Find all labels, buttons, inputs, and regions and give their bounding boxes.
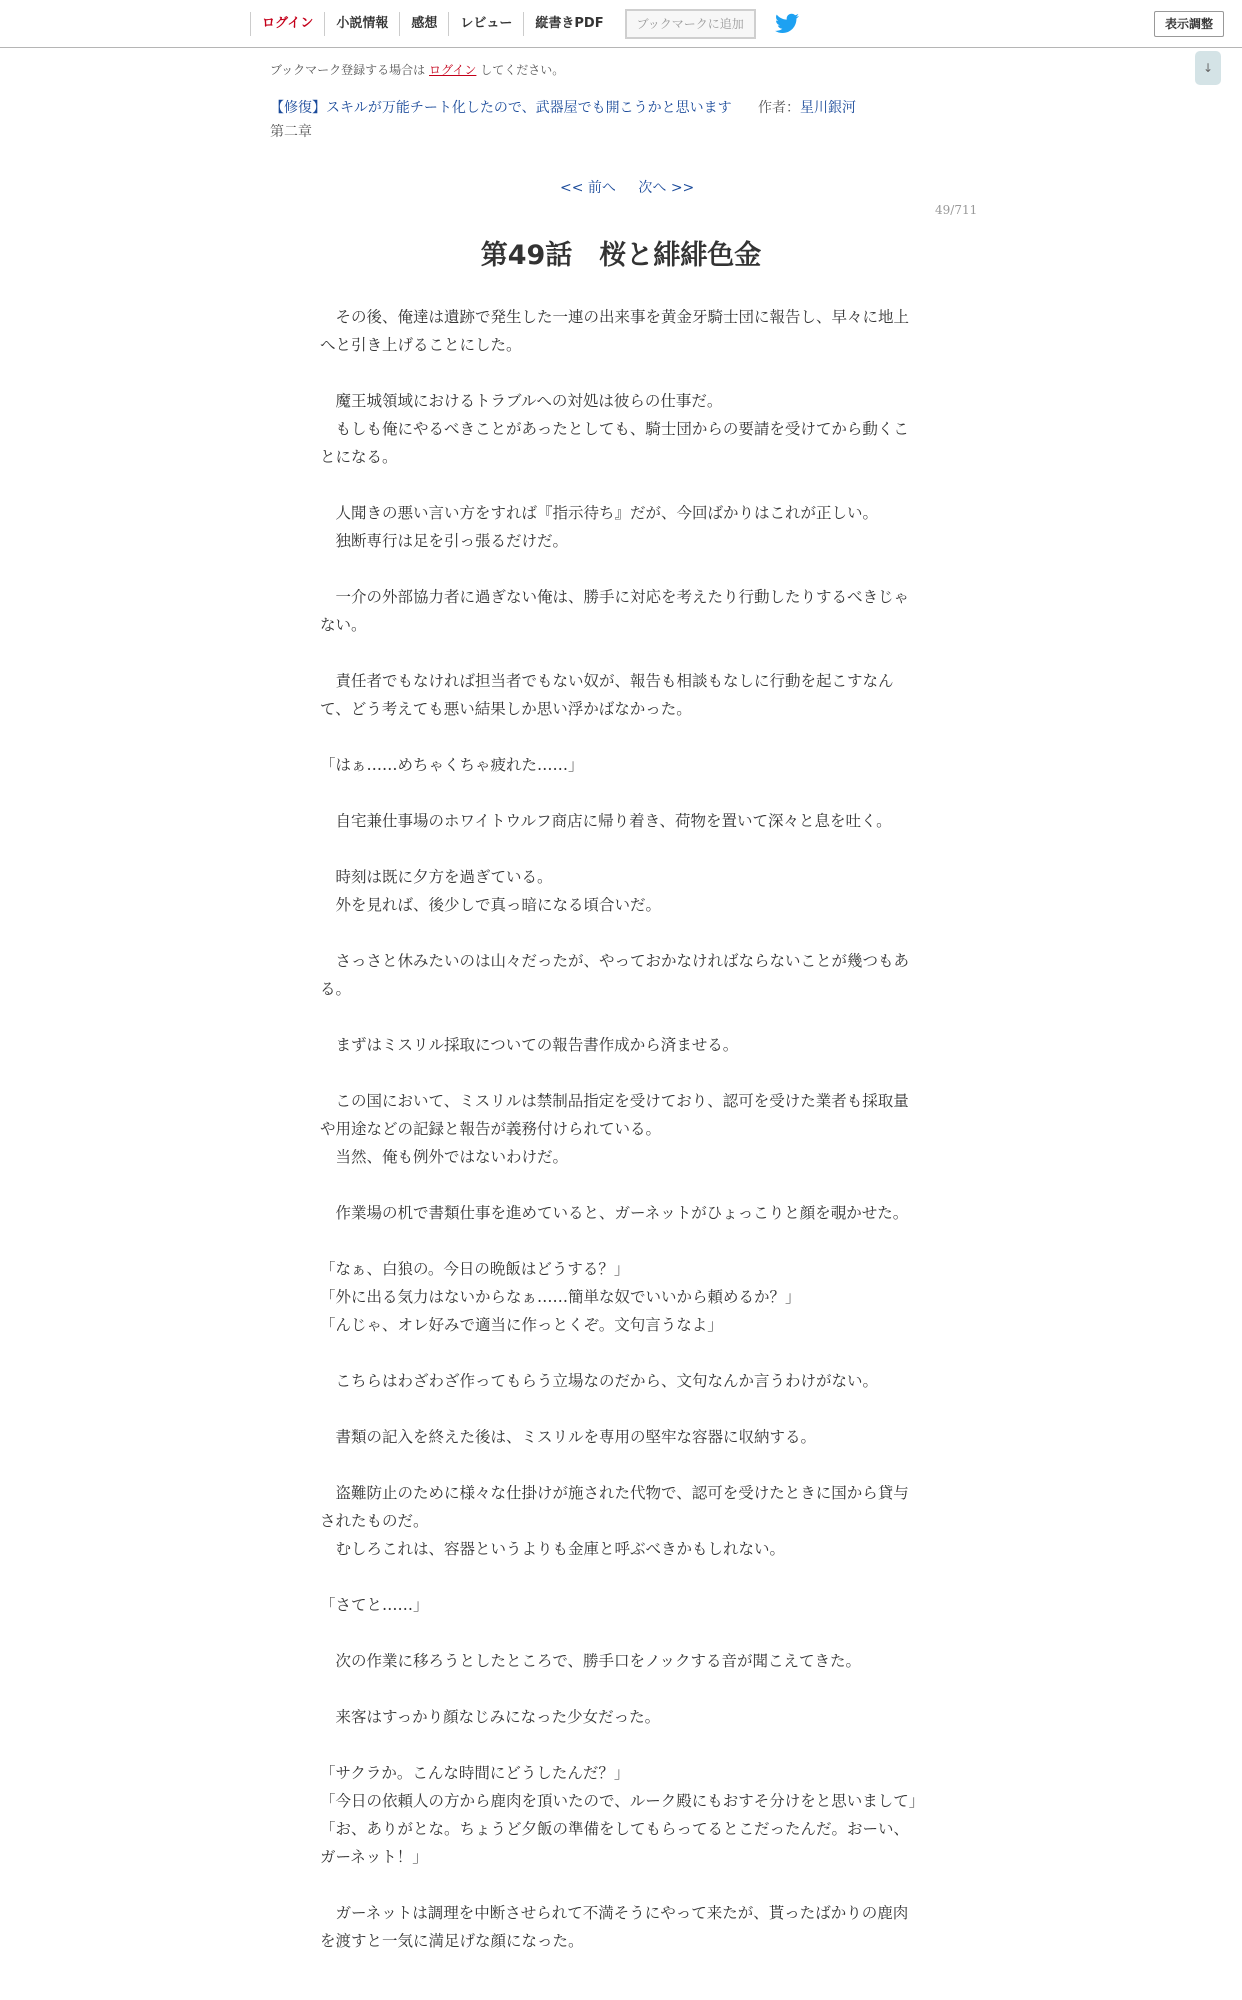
- body-paragraph: 作業場の机で書類仕事を進めていると、ガーネットがひょっこりと顔を覗かせた。: [320, 1204, 909, 1222]
- body-paragraph: 独断専行は足を引っ張るだけだ。: [320, 532, 569, 550]
- chapter-title: 第二章: [270, 124, 312, 140]
- blank-line: [320, 919, 920, 947]
- nav-vertical-pdf[interactable]: 縦書きPDF: [523, 12, 614, 36]
- blank-line: [320, 1171, 920, 1199]
- top-navigation-bar: [0, 0, 1242, 48]
- blank-line: [320, 835, 920, 863]
- notice-login-link[interactable]: ログイン: [429, 63, 477, 77]
- header-nav: [250, 0, 800, 47]
- blank-line: [320, 1619, 920, 1647]
- body-paragraph: 盗難防止のために様々な仕掛けが施された代物で、認可を受けたときに国から貸与されたものだ。: [320, 1484, 909, 1530]
- nav-review[interactable]: レビュー: [448, 12, 523, 36]
- novel-title-line: [270, 97, 856, 117]
- body-paragraph: むしろこれは、容器というよりも金庫と呼ぶべきかもしれない。: [320, 1540, 786, 1558]
- add-bookmark-button[interactable]: ブックマークに追加: [625, 9, 756, 39]
- episode-pager: [560, 177, 694, 197]
- notice-prefix: ブックマーク登録する場合は: [270, 63, 426, 77]
- author-link[interactable]: 星川銀河: [800, 100, 857, 116]
- body-paragraph: 自宅兼仕事場のホワイトウルフ商店に帰り着き、荷物を置いて深々と息を吐く。: [320, 812, 892, 830]
- blank-line: [320, 359, 920, 387]
- blank-line: [320, 1871, 920, 1899]
- next-episode-link[interactable]: 次へ >>: [638, 180, 695, 196]
- body-paragraph: もしも俺にやるべきことがあったとしても、騎士団からの要請を受けてから動くことになる。: [320, 420, 909, 466]
- blank-line: [320, 1563, 920, 1591]
- novel-title-link[interactable]: 【修復】スキルが万能チート化したので、武器屋でも開こうかと思います: [270, 100, 732, 116]
- notice-suffix: してください。: [480, 63, 565, 77]
- blank-line: [320, 1003, 920, 1031]
- blank-line: [320, 471, 920, 499]
- body-paragraph: この国において、ミスリルは禁制品指定を受けており、認可を受けた業者も採取量や用途などの記録と報告が義務付けられている。: [320, 1092, 909, 1138]
- body-paragraph: 次の作業に移ろうとしたところで、勝手口をノックする音が聞こえてきた。: [320, 1652, 861, 1670]
- episode-title: 第49話 桜と緋緋色金: [480, 240, 762, 271]
- blank-line: [320, 1395, 920, 1423]
- body-paragraph: 書類の記入を終えた後は、ミスリルを専用の堅牢な容器に収納する。: [320, 1428, 817, 1446]
- body-paragraph: 時刻は既に夕方を過ぎている。: [320, 868, 553, 886]
- blank-line: [320, 723, 920, 751]
- body-paragraph: 「今日の依頼人の方から鹿肉を頂いたので、ルーク殿にもおすそ分けをと思いまして」: [320, 1792, 925, 1810]
- body-paragraph: 「外に出る気力はないからなぁ……簡単な奴でいいから頼めるか？」: [320, 1288, 801, 1306]
- blank-line: [320, 1675, 920, 1703]
- display-settings-button[interactable]: 表示調整: [1154, 11, 1224, 37]
- body-paragraph: さっさと休みたいのは山々だったが、やっておかなければならないことが幾つもある。: [320, 952, 910, 998]
- scroll-down-button[interactable]: ↓: [1195, 51, 1221, 85]
- episode-body: [320, 303, 925, 1955]
- body-paragraph: 「サクラか。こんな時間にどうしたんだ？」: [320, 1764, 630, 1782]
- body-paragraph: 一介の外部協力者に過ぎない俺は、勝手に対応を考えたり行動したりするべきじゃない。: [320, 588, 910, 634]
- blank-line: [320, 1059, 920, 1087]
- body-paragraph: まずはミスリル採取についての報告書作成から済ませる。: [320, 1036, 739, 1054]
- body-paragraph: 責任者でもなければ担当者でもない奴が、報告も相談もなしに行動を起こすなんて、どう考えても悪い結果しか思い浮かばなかった。: [320, 672, 894, 718]
- bookmark-notice: [270, 61, 564, 78]
- nav-novel-info[interactable]: 小説情報: [324, 12, 399, 36]
- blank-line: [320, 1451, 920, 1479]
- blank-line: [320, 1227, 920, 1255]
- nav-login[interactable]: ログイン: [250, 12, 324, 36]
- episode-counter: 49/711: [935, 203, 978, 217]
- body-paragraph: その後、俺達は遺跡で発生した一連の出来事を黄金牙騎士団に報告し、早々に地上へと引き上げることにした。: [320, 308, 910, 354]
- author-label: 作者：: [758, 100, 801, 116]
- blank-line: [320, 1339, 920, 1367]
- body-paragraph: 「なぁ、白狼の。今日の晩飯はどうする？」: [320, 1260, 630, 1278]
- body-paragraph: 来客はすっかり顔なじみになった少女だった。: [320, 1708, 661, 1726]
- blank-line: [320, 555, 920, 583]
- blank-line: [320, 1731, 920, 1759]
- body-paragraph: 当然、俺も例外ではないわけだ。: [320, 1148, 569, 1166]
- nav-impressions[interactable]: 感想: [399, 12, 448, 36]
- blank-line: [320, 779, 920, 807]
- body-paragraph: 「さてと……」: [320, 1596, 429, 1614]
- body-paragraph: こちらはわざわざ作ってもらう立場なのだから、文句なんか言うわけがない。: [320, 1372, 879, 1390]
- body-paragraph: 外を見れば、後少しで真っ暗になる頃合いだ。: [320, 896, 662, 914]
- body-paragraph: 「はぁ……めちゃくちゃ疲れた……」: [320, 756, 584, 774]
- body-paragraph: 魔王城領域におけるトラブルへの対処は彼らの仕事だ。: [320, 392, 723, 410]
- body-paragraph: ガーネットは調理を中断させられて不満そうにやって来たが、貰ったばかりの鹿肉を渡すと一気に満足げな顔になった。: [320, 1904, 909, 1950]
- body-paragraph: 「お、ありがとな。ちょうど夕飯の準備をしてもらってるとこだったんだ。おーい、ガーネット！」: [320, 1820, 910, 1866]
- twitter-icon[interactable]: [774, 11, 800, 37]
- body-paragraph: 人聞きの悪い言い方をすれば『指示待ち』だが、今回ばかりはこれが正しい。: [320, 504, 879, 522]
- blank-line: [320, 639, 920, 667]
- body-paragraph: 「んじゃ、オレ好みで適当に作っとくぞ。文句言うなよ」: [320, 1316, 723, 1334]
- prev-episode-link[interactable]: << 前へ: [560, 180, 616, 196]
